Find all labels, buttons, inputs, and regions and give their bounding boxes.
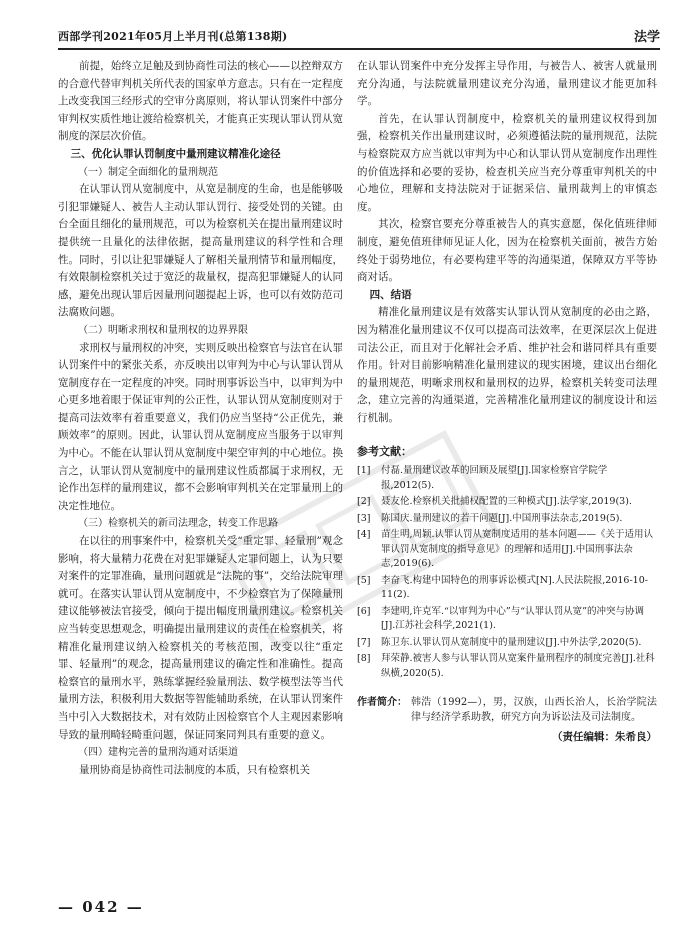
reference-item: [5] 李奋飞.构建中国特色的刑事诉讼模式[N].人民法院报,2016-10-11(2).: [357, 574, 648, 601]
paragraph: 前提，始终立足触及到协商性司法的核心——以控辩双方的合意代替审判机关所代表的国家单方意志。只有在一定程度上改变我国三经形式的空审分离原则，将认罪认罚案件中部分审判权实质性地让渡给检察机关，才能真正实现认罪认罚从宽制度的深层次价值。: [58, 60, 343, 143]
right-column: [357, 58, 657, 747]
left-column: [58, 58, 343, 779]
responsible-editor: （责任编辑：朱希良）: [552, 731, 657, 744]
paragraph: 在认罪认罚从宽制度中，从宽是制度的生命，也是能够吸引犯罪嫌疑人、被告人主动认罪认罚行、接受处罚的关键。由台全面且细化的量刑规范，可以为检察机关在提出量刑建议时提供统一且量化的法律依据，提高量刑建议的科学性和合理性。同时，引以让犯罪嫌疑人了解相关量刑情节和量刑幅度，有效限制检察机关过于宽泛的裁量权，提高犯罪嫌疑人的认同感，避免出现认罪后因量刑问题提起上诉，也可以有效防范司法腐败问题。: [58, 183, 343, 319]
subsection-heading: （四）建构完善的量刑沟通对话渠道: [78, 747, 238, 759]
reference-item: [3] 陈国庆.量刑建议的若干问题[J].中国刑事法杂志,2019(5).: [357, 512, 623, 524]
paragraph: 其次，检察官要充分尊重被告人的真实意愿，保化值班律师制度，避免值班律师见证人化，因为在检察机关面前，被告方始终处于弱势地位，有必要构建平等的沟通渠道，保障双方平等协商对话。: [357, 218, 657, 284]
page-header: [58, 24, 660, 50]
section-title: 法学: [633, 30, 660, 45]
journal-title: 西部学刊2021年05月上半月刊(总第138期): [58, 30, 288, 43]
reference-item: [6] 李建明,许克军.“以审判为中心”与“认罪认罚从宽”的冲突与协调[J].江苏社会科学,2021(1).: [357, 605, 644, 632]
subsection-heading: （三）检察机关的新司法理念，转变工作思路: [78, 518, 278, 530]
references-title: 参考文献：: [357, 445, 412, 459]
subsection-heading: （一）制定全面细化的量刑规范: [78, 166, 218, 178]
page-number: — 042 —: [58, 898, 144, 916]
paragraph: 在认罪认罚案件中充分发挥主导作用，与被告人、被害人就量刑充分沟通，与法院就量刑建议充分沟通，量刑建议才能更加科学。: [357, 60, 657, 108]
section-heading: 三、优化认罪认罚制度中量刑建议精准化途径: [70, 147, 281, 160]
paragraph: 量刑协商是协商性司法制度的本质，只有检察机关: [79, 763, 310, 776]
section-heading: 四、结语: [369, 288, 412, 301]
references-list: [357, 464, 657, 681]
reference-item: [1] 付磊.量刑建议改革的回顾及展望[J].国家检察官学院学报,2012(5).: [357, 465, 608, 491]
paragraph: 首先，在认罪认罚制度中，检察机关的量刑建议权得到加强，检察机关作出量刑建议时，必须遵循法院的量刑规范，法院与检察院双方应当就以审判为中心和认罪认罚从宽制度作出理性的价值选择和必要的妥协，检查机关应当充分尊重审判机关的中心地位，理解和支持法院对于证据采信、量刑裁判上的审慎态度。: [357, 112, 657, 213]
subsection-heading: （二）明晰求刑权和量刑权的边界界限: [78, 324, 248, 336]
author-bio: [357, 695, 657, 725]
author-label: 作者简介：: [357, 697, 407, 709]
reference-item: [7] 陈卫东.认罪认罚从宽制度中的量刑建议[J].中外法学,2020(5).: [357, 636, 642, 648]
author-text: 韩浩（1992—），男，汉族，山西长治人，长治学院法律与经济学系助教，研究方向为诉讼法及司法制度。: [411, 697, 657, 724]
reference-item: [2] 聂友伦.检察机关批捕权配置的三种模式[J].法学家,2019(3).: [357, 496, 632, 508]
reference-item: [4] 苗生明,周颖.认罪认罚从宽制度适用的基本问题——《关于适用认罪认罚从宽制度的指导意见》的理解和适用[J].中国刑事法杂志,2019(6).: [357, 529, 654, 570]
paragraph: 求刑权与量刑权的冲突，实则反映出检察官与法官在认罪认罚案件中的紧张关系，亦反映出以审判为中心与认罪认罚从宽制度存在一定程度的冲突。同时刑事诉讼当中，以审判为中心更多地着眼于保证审判的公正性，认罪认罚从宽制度则对于提高司法效率有着重要意义，我们仍应当坚持“公正优先，兼顾效率”的原则。因此，认罪认罚从宽制度应当服务于以审判为中心。不能在认罪认罚从宽制度中架空审判的中心地位。换言之，认罪认罚从宽制度中的量刑建议性质都属于求刑权，无论作出怎样的量刑建议，都不会影响审判机关在定罪量刑上的决定性地位。: [58, 341, 343, 512]
paragraph: 在以往的刑事案件中，检察机关受“重定罪、轻量刑”观念影响，将大量精力花费在对犯罪嫌疑人定罪问题上，认为只要对案件的定罪准确，量刑问题就是“法院的事”，交给法院审理就可。在落实认罪认罚从宽制度中，不少检察官为了保障量刑建议能够被法官接受，倾向于提出幅度刑量刑建议。检察机关应当转变思想观念，明确提出量刑建议的责任在检察机关，将精准化量刑建议纳入检察机关的考核范围，改变以往“重定罪、轻量刑”的观念，提高量刑建议的确定性和准确性。提高检察官的量刑水平，熟练掌握经验量刑法、数学模型法等当代量刑方法，积极利用大数据等智能辅助系统，在认罪认罚案件当中引入大数据技术，对有效防止因检察官个人主观因素影响导致的量刑畸轻畸重问题，保证同案同判具有重要的意义。: [58, 535, 343, 741]
paragraph: 精准化量刑建议是有效落实认罪认罚从宽制度的必由之路，因为精准化量刑建议不仅可以提高司法效率，在更深层次上促进司法公正，而且对于化解社会矛盾、维护社会和谐同样具有重要作用。针对目前影响精准化量刑建议的现实困境，建议出台细化的量刑规范，明晰求刑权和量刑权的边界，检察机关转变司法理念，建立完善的沟通渠道，完善精准化量刑建议的制度设计和运行机制。: [357, 306, 657, 424]
reference-item: [8] 拜荣静.被害人参与认罪认罚从宽案件量刑程序的制度完善[J].社科纵横,2020(5).: [357, 653, 655, 679]
